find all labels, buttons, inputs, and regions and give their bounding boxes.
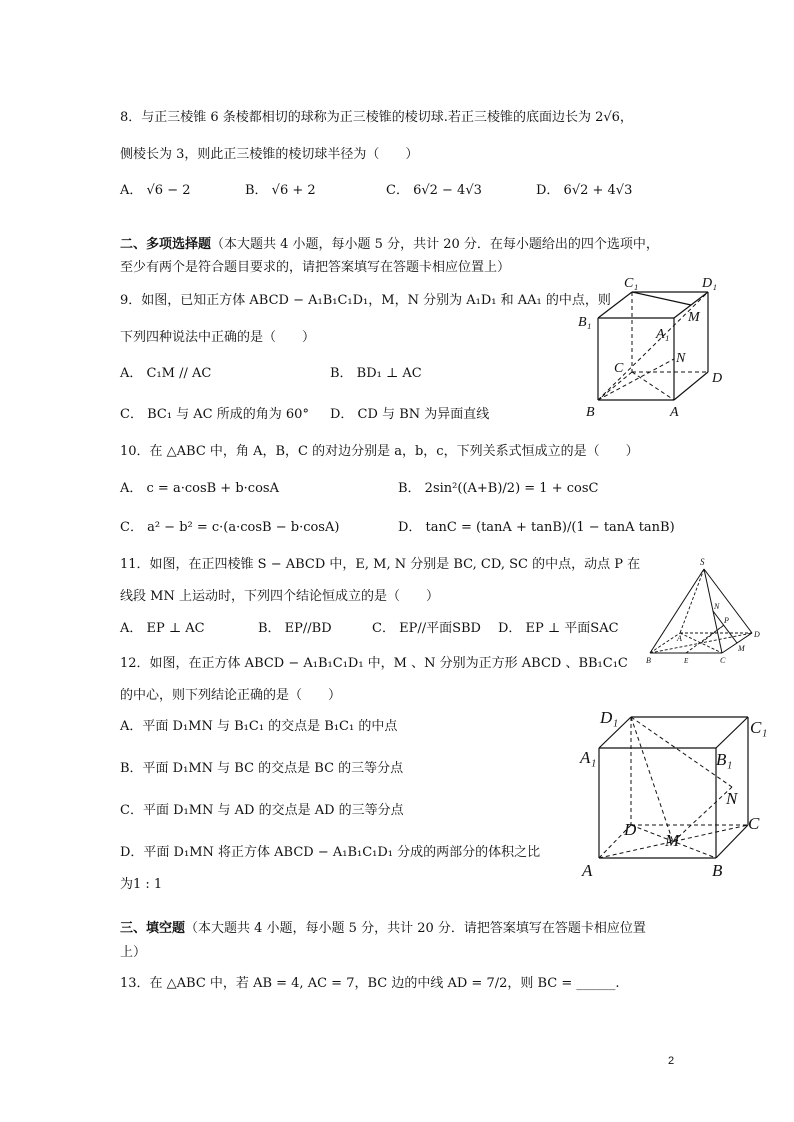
q12-option-c: C．平面 D₁MN 与 AD 的交点是 AD 的三等分点	[120, 803, 404, 818]
q12-label-b: B	[712, 861, 723, 880]
q11-option-b: B． EP//BD	[258, 621, 332, 636]
q11-line2: 线段 MN 上运动时，下列四个结论恒成立的是（ ）	[120, 589, 439, 604]
q11-label-c: C	[720, 656, 726, 665]
q12-cube-figure	[580, 705, 770, 880]
q12-label-a: A	[582, 861, 593, 880]
q11-option-d: D． EP ⊥ 平面SAC	[498, 621, 619, 636]
q10-line1: 10．在 △ABC 中，角 A，B，C 的对边分别是 a，b，c，下列关系式恒成立的是（ ）	[120, 444, 639, 459]
q9-option-c: C． BC₁ 与 AC 所成的角为 60°	[120, 407, 309, 422]
q8-line1: 8．与正三棱锥 6 条棱都相切的球称为正三棱锥的棱切球.若正三棱锥的底面边长为 2√6，	[120, 110, 633, 125]
q12-option-a: A．平面 D₁MN 与 B₁C₁ 的交点是 B₁C₁ 的中点	[120, 719, 398, 734]
q12-label-d1: D₁	[600, 708, 619, 727]
q9-option-a: A． C₁M // AC	[120, 366, 212, 381]
q11-option-c: C． EP//平面SBD	[372, 621, 481, 636]
page-number: 2	[668, 1055, 675, 1067]
q9-option-b: B． BD₁ ⊥ AC	[330, 366, 422, 381]
q13-line1: 13．在 △ABC 中，若 AB = 4, AC = 7，BC 边的中线 AD = 7/2，则 BC = ______.	[120, 976, 620, 991]
q12-line2: 的中心，则下列结论正确的是（ ）	[120, 688, 342, 703]
q11-label-d: D	[754, 630, 760, 639]
q9-label-c1: C₁	[624, 276, 639, 291]
q8-option-b: B． √6 + 2	[245, 183, 316, 198]
q9-line1: 9．如图，已知正方体 ABCD − A₁B₁C₁D₁，M，N 分别为 A₁D₁ 和 AA₁ 的中点，则	[120, 293, 611, 308]
q11-label-a: A	[677, 634, 682, 643]
q9-label-a1: A₁	[656, 327, 670, 342]
q12-label-c1: C₁	[750, 718, 768, 737]
section2-title: 二、多项选择题	[120, 237, 212, 252]
q12-label-n: N	[726, 789, 738, 808]
q9-label-m: M	[688, 310, 700, 325]
section3-heading	[120, 921, 646, 937]
q9-label-c: C	[614, 361, 624, 376]
q9-label-a: A	[670, 405, 679, 420]
section3-desc1: （本大题共 4 小题，每小题 5 分，共计 20 分．请把答案填写在答题卡相应位置	[185, 921, 646, 936]
q8-option-c: C． 6√2 − 4√3	[386, 183, 482, 198]
q9-label-b1: B₁	[578, 315, 592, 330]
q8-line2: 侧棱长为 3，则此正三棱锥的棱切球半径为（ ）	[120, 147, 419, 162]
section3-desc2: 上）	[120, 945, 147, 960]
q11-label-e: E	[684, 657, 689, 665]
q9-label-d: D	[712, 371, 723, 386]
q8-option-a: A． √6 − 2	[120, 183, 191, 198]
section2-heading	[120, 237, 659, 253]
q12-label-m: M	[665, 831, 680, 850]
q10-option-c: C． a² − b² = c·(a·cosB − b·cosA)	[120, 520, 340, 535]
q8-option-d: D． 6√2 + 4√3	[536, 183, 633, 198]
q11-line1: 11．如图，在正四棱锥 S − ABCD 中，E, M, N 分别是 BC, CD, SC 的中点，动点 P 在	[120, 557, 641, 572]
q12-option-d: D．平面 D₁MN 将正方体 ABCD − A₁B₁C₁D₁ 分成的两部分的体积之比	[120, 845, 541, 860]
q9-line2: 下列四种说法中正确的是（ ）	[120, 330, 316, 345]
q12-option-d-cont: 为1 : 1	[120, 877, 163, 892]
q11-label-m: M	[738, 644, 745, 653]
q12-option-b: B．平面 D₁MN 与 BC 的交点是 BC 的三等分点	[120, 761, 404, 776]
q11-label-n: N	[714, 602, 720, 611]
q11-label-p: P	[724, 616, 729, 625]
q11-option-a: A． EP ⊥ AC	[120, 621, 205, 636]
q9-label-b: B	[586, 405, 595, 420]
q9-label-n: N	[676, 351, 686, 366]
q12-label-b1: B₁	[716, 750, 733, 769]
q12-label-d: D	[624, 820, 637, 839]
q11-label-s: S	[700, 557, 705, 567]
q12-line1: 12．如图，在正方体 ABCD − A₁B₁C₁D₁ 中，M 、N 分别为正方形 ABCD 、BB₁C₁C	[120, 656, 628, 671]
q10-option-a: A． c = a·cosB + b·cosA	[120, 481, 279, 496]
section2-desc1: （本大题共 4 小题，每小题 5 分，共计 20 分．在每小题给出的四个选项中，	[211, 237, 659, 252]
q11-pyramid-figure	[644, 555, 764, 673]
q10-option-d: D． tanC = (tanA + tanB)/(1 − tanA tanB)	[398, 520, 675, 535]
q10-option-b: B． 2sin²((A+B)/2) = 1 + cosC	[398, 481, 599, 496]
q12-label-a1: A₁	[580, 748, 597, 767]
q9-option-d: D． CD 与 BN 为异面直线	[330, 407, 490, 422]
section2-desc2: 至少有两个是符合题目要求的，请把答案填写在答题卡相应位置上）	[120, 260, 511, 275]
q12-label-c: C	[748, 814, 760, 833]
section3-title: 三、填空题	[120, 921, 186, 936]
q11-label-b: B	[646, 656, 651, 665]
q9-label-d1: D₁	[702, 276, 717, 291]
q9-cube-figure	[578, 270, 738, 420]
